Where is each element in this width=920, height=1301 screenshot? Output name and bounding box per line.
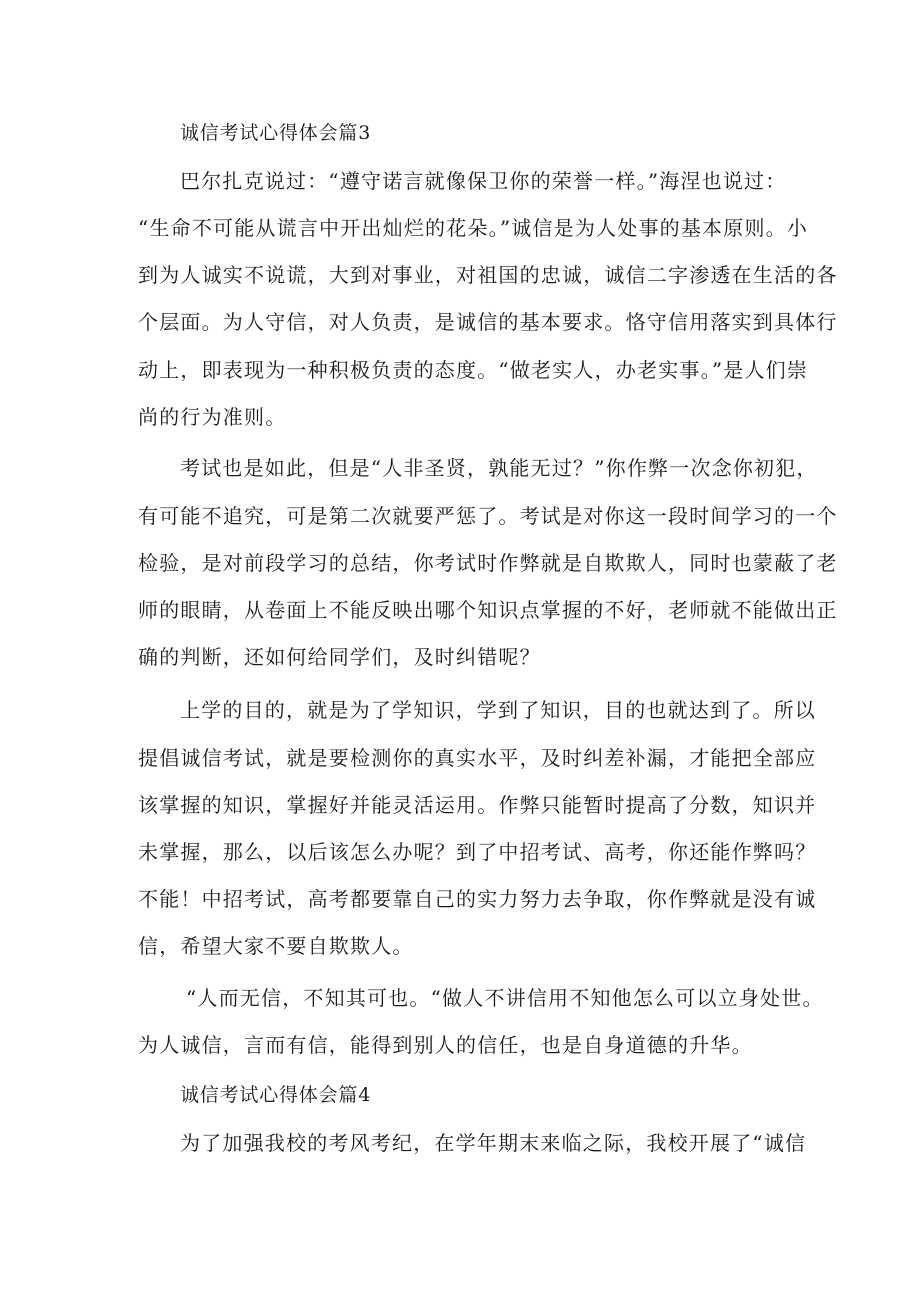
paragraph-line: 考试也是如此，但是“人非圣贤，孰能无过？”你作弊一次念你初犯， bbox=[180, 456, 818, 480]
paragraph-line: 该掌握的知识，掌握好并能灵活运用。作弊只能暂时提高了分数，知识并 bbox=[138, 793, 817, 817]
paragraph-line: 提倡诚信考试，就是要检测你的真实水平，及时纠差补漏，才能把全部应 bbox=[138, 746, 817, 770]
paragraph-line: 为了加强我校的考风考纪，在学年期末来临之际，我校开展了“诚信 bbox=[180, 1131, 807, 1155]
section-heading-4: 诚信考试心得体会篇4 bbox=[180, 1084, 372, 1106]
paragraph-line: 检验，是对前段学习的总结，你考试时作弊就是自欺欺人，同时也蒙蔽了老 bbox=[138, 551, 838, 575]
paragraph-line: 尚的行为准则。 bbox=[138, 405, 287, 429]
paragraph-line: 信，希望大家不要自欺欺人。 bbox=[138, 934, 414, 958]
paragraph-line: “人而无信，不知其可也。“做人不讲信用不知他怎么可以立身处世。 bbox=[186, 986, 824, 1010]
paragraph-line: 不能！中招考试，高考都要靠自己的实力努力去争取，你作弊就是没有诚 bbox=[138, 887, 817, 911]
paragraph-line: 动上，即表现为一种积极负责的态度。“做老实人，办老实事。”是人们崇 bbox=[138, 358, 809, 382]
paragraph-line: “生命不可能从谎言中开出灿烂的花朵。”诚信是为人处事的基本原则。小 bbox=[138, 216, 809, 240]
paragraph-line: 有可能不追究，可是第二次就要严惩了。考试是对你这一段时间学习的一个 bbox=[138, 504, 838, 528]
paragraph-line: 未掌握，那么，以后该怎么办呢？到了中招考试、高考，你还能作弊吗？ bbox=[138, 840, 817, 864]
paragraph-line: 到为人诚实不说谎，大到对事业，对祖国的忠诚，诚信二字渗透在生活的各 bbox=[138, 263, 838, 287]
paragraph-line: 为人诚信，言而有信，能得到别人的信任，也是自身道德的升华。 bbox=[138, 1033, 753, 1057]
paragraph-line: 巴尔扎克说过：“遵守诺言就像保卫你的荣誉一样。”海涅也说过： bbox=[180, 169, 787, 193]
paragraph-line: 上学的目的，就是为了学知识，学到了知识，目的也就达到了。所以 bbox=[180, 698, 816, 722]
paragraph-line: 确的判断，还如何给同学们，及时纠错呢？ bbox=[138, 645, 541, 669]
paragraph-line: 师的眼睛，从卷面上不能反映出哪个知识点掌握的不好，老师就不能做出正 bbox=[138, 598, 838, 622]
section-heading-3: 诚信考试心得体会篇3 bbox=[180, 122, 372, 144]
paragraph-line: 个层面。为人守信，对人负责，是诚信的基本要求。恪守信用落实到具体行 bbox=[138, 310, 838, 334]
